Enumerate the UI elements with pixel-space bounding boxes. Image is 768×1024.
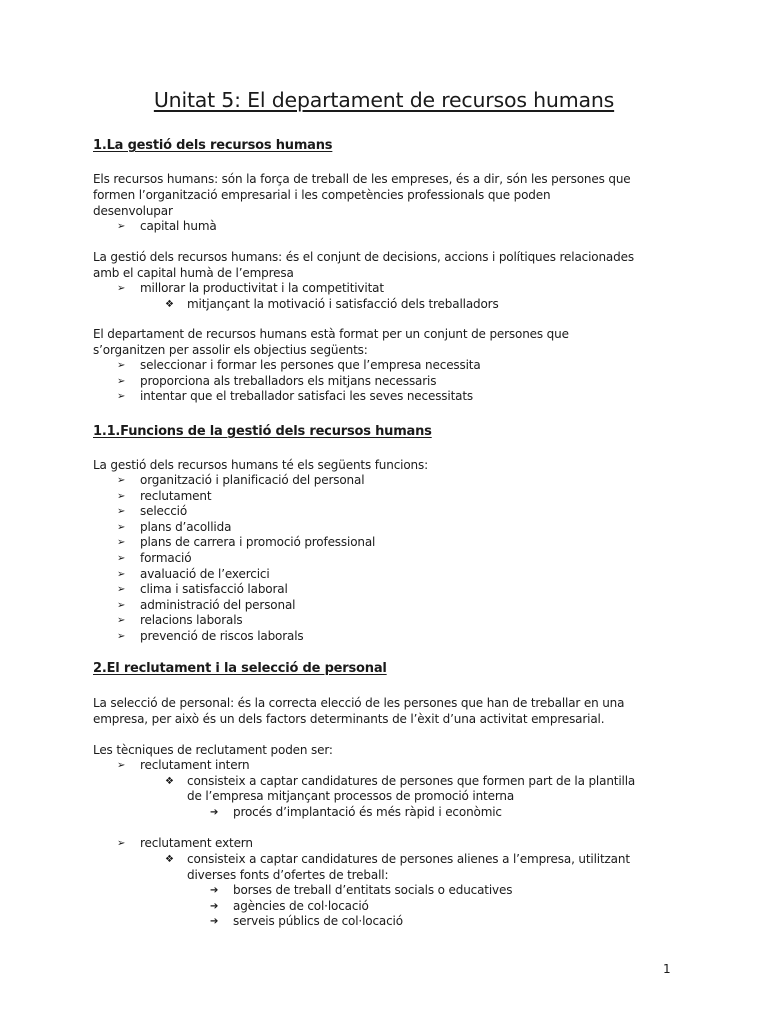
list-item-text: diverses fonts d’ofertes de treball: <box>187 867 389 882</box>
diamond-bullet-icon: ❖ <box>165 775 174 787</box>
list-item <box>93 551 683 567</box>
list-item-text: prevenció de riscos laborals <box>140 628 304 643</box>
list-item-text: selecció <box>140 504 188 519</box>
arrow-bullet-icon: ➢ <box>117 599 126 611</box>
arrow-bullet-icon: ➢ <box>117 391 126 403</box>
list-item <box>93 613 683 629</box>
arrow-bullet-icon: ➢ <box>117 568 126 580</box>
list-item-text: consisteix a captar candidatures de persones que formen part de la plantilla <box>187 773 636 788</box>
list-item-text: proporciona als treballadors els mitjans necessaris <box>140 373 437 388</box>
arrow-bullet-icon: ➢ <box>117 375 126 387</box>
paragraph-gestio <box>93 249 683 312</box>
section-heading-1-1: 1.1.Funcions de la gestió dels recursos humans <box>93 424 432 439</box>
paragraph-line: amb el capital humà de l’empresa <box>93 266 294 280</box>
list-item <box>93 374 683 390</box>
arrow-bullet-icon: ➢ <box>117 838 126 850</box>
list-item-text: capital humà <box>140 219 217 233</box>
diamond-bullet-icon: ❖ <box>165 298 174 310</box>
arrow-bullet-icon: ➢ <box>117 283 126 294</box>
section-heading-2: 2.El reclutament i la selecció de personal <box>93 661 387 676</box>
list-item <box>93 297 683 313</box>
paragraph-seleccio <box>93 695 683 727</box>
paragraph-line: s’organitzen per assolir els objectius següents: <box>93 343 368 357</box>
list-item-text: organització i planificació del personal <box>140 473 365 487</box>
list-item <box>93 836 683 852</box>
arrow-bullet-icon: ➢ <box>117 552 126 564</box>
paragraph-line: Les tècniques de reclutament poden ser: <box>93 743 333 757</box>
arrow-bullet-icon: ➢ <box>117 490 126 502</box>
paragraph-line: La selecció de personal: és la correcta elecció de les persones que han de treballar en una <box>93 696 625 710</box>
list-item-text: formació <box>140 550 192 565</box>
list-item-text: procés d’implantació és més ràpid i econòmic <box>233 804 502 819</box>
list-item <box>93 389 683 405</box>
right-arrow-bullet-icon: ➔ <box>210 900 219 912</box>
list-item-text: reclutament extern <box>140 836 253 851</box>
list-item-continuation <box>93 868 683 884</box>
list-item-text: administració del personal <box>140 597 296 612</box>
list-item <box>93 535 683 551</box>
list-item-text: reclutament intern <box>140 758 250 772</box>
arrow-bullet-icon: ➢ <box>117 615 126 627</box>
list-item-continuation <box>93 789 683 805</box>
paragraph-departament <box>93 326 683 405</box>
paragraph-line: El departament de recursos humans està format per un conjunt de persones que <box>93 327 569 341</box>
list-item <box>93 914 683 930</box>
reclutament-techniques <box>93 742 683 930</box>
right-arrow-bullet-icon: ➔ <box>210 916 219 928</box>
arrow-bullet-icon: ➢ <box>117 506 126 518</box>
list-item-text: serveis públics de col·locació <box>233 914 403 929</box>
list-item <box>93 629 683 645</box>
list-item-text: relacions laborals <box>140 613 243 628</box>
list-item-text: clima i satisfacció laboral <box>140 582 288 597</box>
list-item <box>93 774 683 790</box>
paragraph-line: empresa, per això és un dels factors determinants de l’èxit d’una activitat empresarial. <box>93 712 605 726</box>
list-item <box>93 582 683 598</box>
list-item-text: plans d’acollida <box>140 519 232 534</box>
list-item-text: reclutament <box>140 488 212 503</box>
list-item <box>93 520 683 536</box>
list-item-text: avaluació de l’exercici <box>140 566 270 581</box>
arrow-bullet-icon: ➢ <box>117 521 126 533</box>
page-title: Unitat 5: El departament de recursos humans <box>153 88 615 112</box>
paragraph-line: desenvolupar <box>93 204 173 218</box>
list-item <box>93 758 683 774</box>
list-item <box>93 489 683 505</box>
list-item-text: de l’empresa mitjançant processos de promoció interna <box>187 789 515 804</box>
list-item-text: consisteix a captar candidatures de persones alienes a l’empresa, utilitzant <box>187 851 630 866</box>
list-item-text: agències de col·locació <box>233 898 369 913</box>
arrow-bullet-icon: ➢ <box>117 584 126 596</box>
list-item <box>93 852 683 868</box>
right-arrow-bullet-icon: ➔ <box>210 885 219 897</box>
paragraph-line: La gestió dels recursos humans: és el conjunt de decisions, accions i polítiques relacionades <box>93 250 634 264</box>
right-arrow-bullet-icon: ➔ <box>210 806 219 818</box>
paragraph-line: La gestió dels recursos humans té els següents funcions: <box>93 458 428 472</box>
list-item-text: intentar que el treballador satisfaci les seves necessitats <box>140 389 474 404</box>
paragraph-recursos-humans <box>93 171 683 235</box>
arrow-bullet-icon: ➢ <box>117 630 126 642</box>
arrow-bullet-icon: ➢ <box>117 221 126 232</box>
arrow-bullet-icon: ➢ <box>117 537 126 549</box>
list-item-text: plans de carrera i promoció professional <box>140 535 376 550</box>
list-item-text: millorar la productivitat i la competitivitat <box>140 281 384 295</box>
functions-list <box>93 457 683 645</box>
diamond-bullet-icon: ❖ <box>165 853 174 865</box>
arrow-bullet-icon: ➢ <box>117 760 126 771</box>
list-item <box>93 899 683 915</box>
list-item-text: seleccionar i formar les persones que l’empresa necessita <box>140 358 481 372</box>
list-item <box>93 358 683 374</box>
list-item <box>93 567 683 583</box>
list-item <box>93 883 683 899</box>
list-item <box>93 598 683 614</box>
paragraph-line: Els recursos humans: són la força de treball de les empreses, és a dir, són les persones que <box>93 172 631 186</box>
page-number: 1 <box>663 962 671 976</box>
list-item <box>93 473 683 489</box>
list-item <box>93 281 683 297</box>
paragraph-line: formen l’organització empresarial i les competències professionals que poden <box>93 188 551 202</box>
list-item <box>93 805 683 821</box>
list-item <box>93 504 683 520</box>
list-item-text: borses de treball d’entitats socials o educatives <box>233 883 513 898</box>
arrow-bullet-icon: ➢ <box>117 475 126 486</box>
list-item-text: mitjançant la motivació i satisfacció dels treballadors <box>187 296 499 311</box>
list-item <box>93 219 683 235</box>
arrow-bullet-icon: ➢ <box>117 360 126 371</box>
section-heading-1: 1.La gestió dels recursos humans <box>93 138 333 153</box>
